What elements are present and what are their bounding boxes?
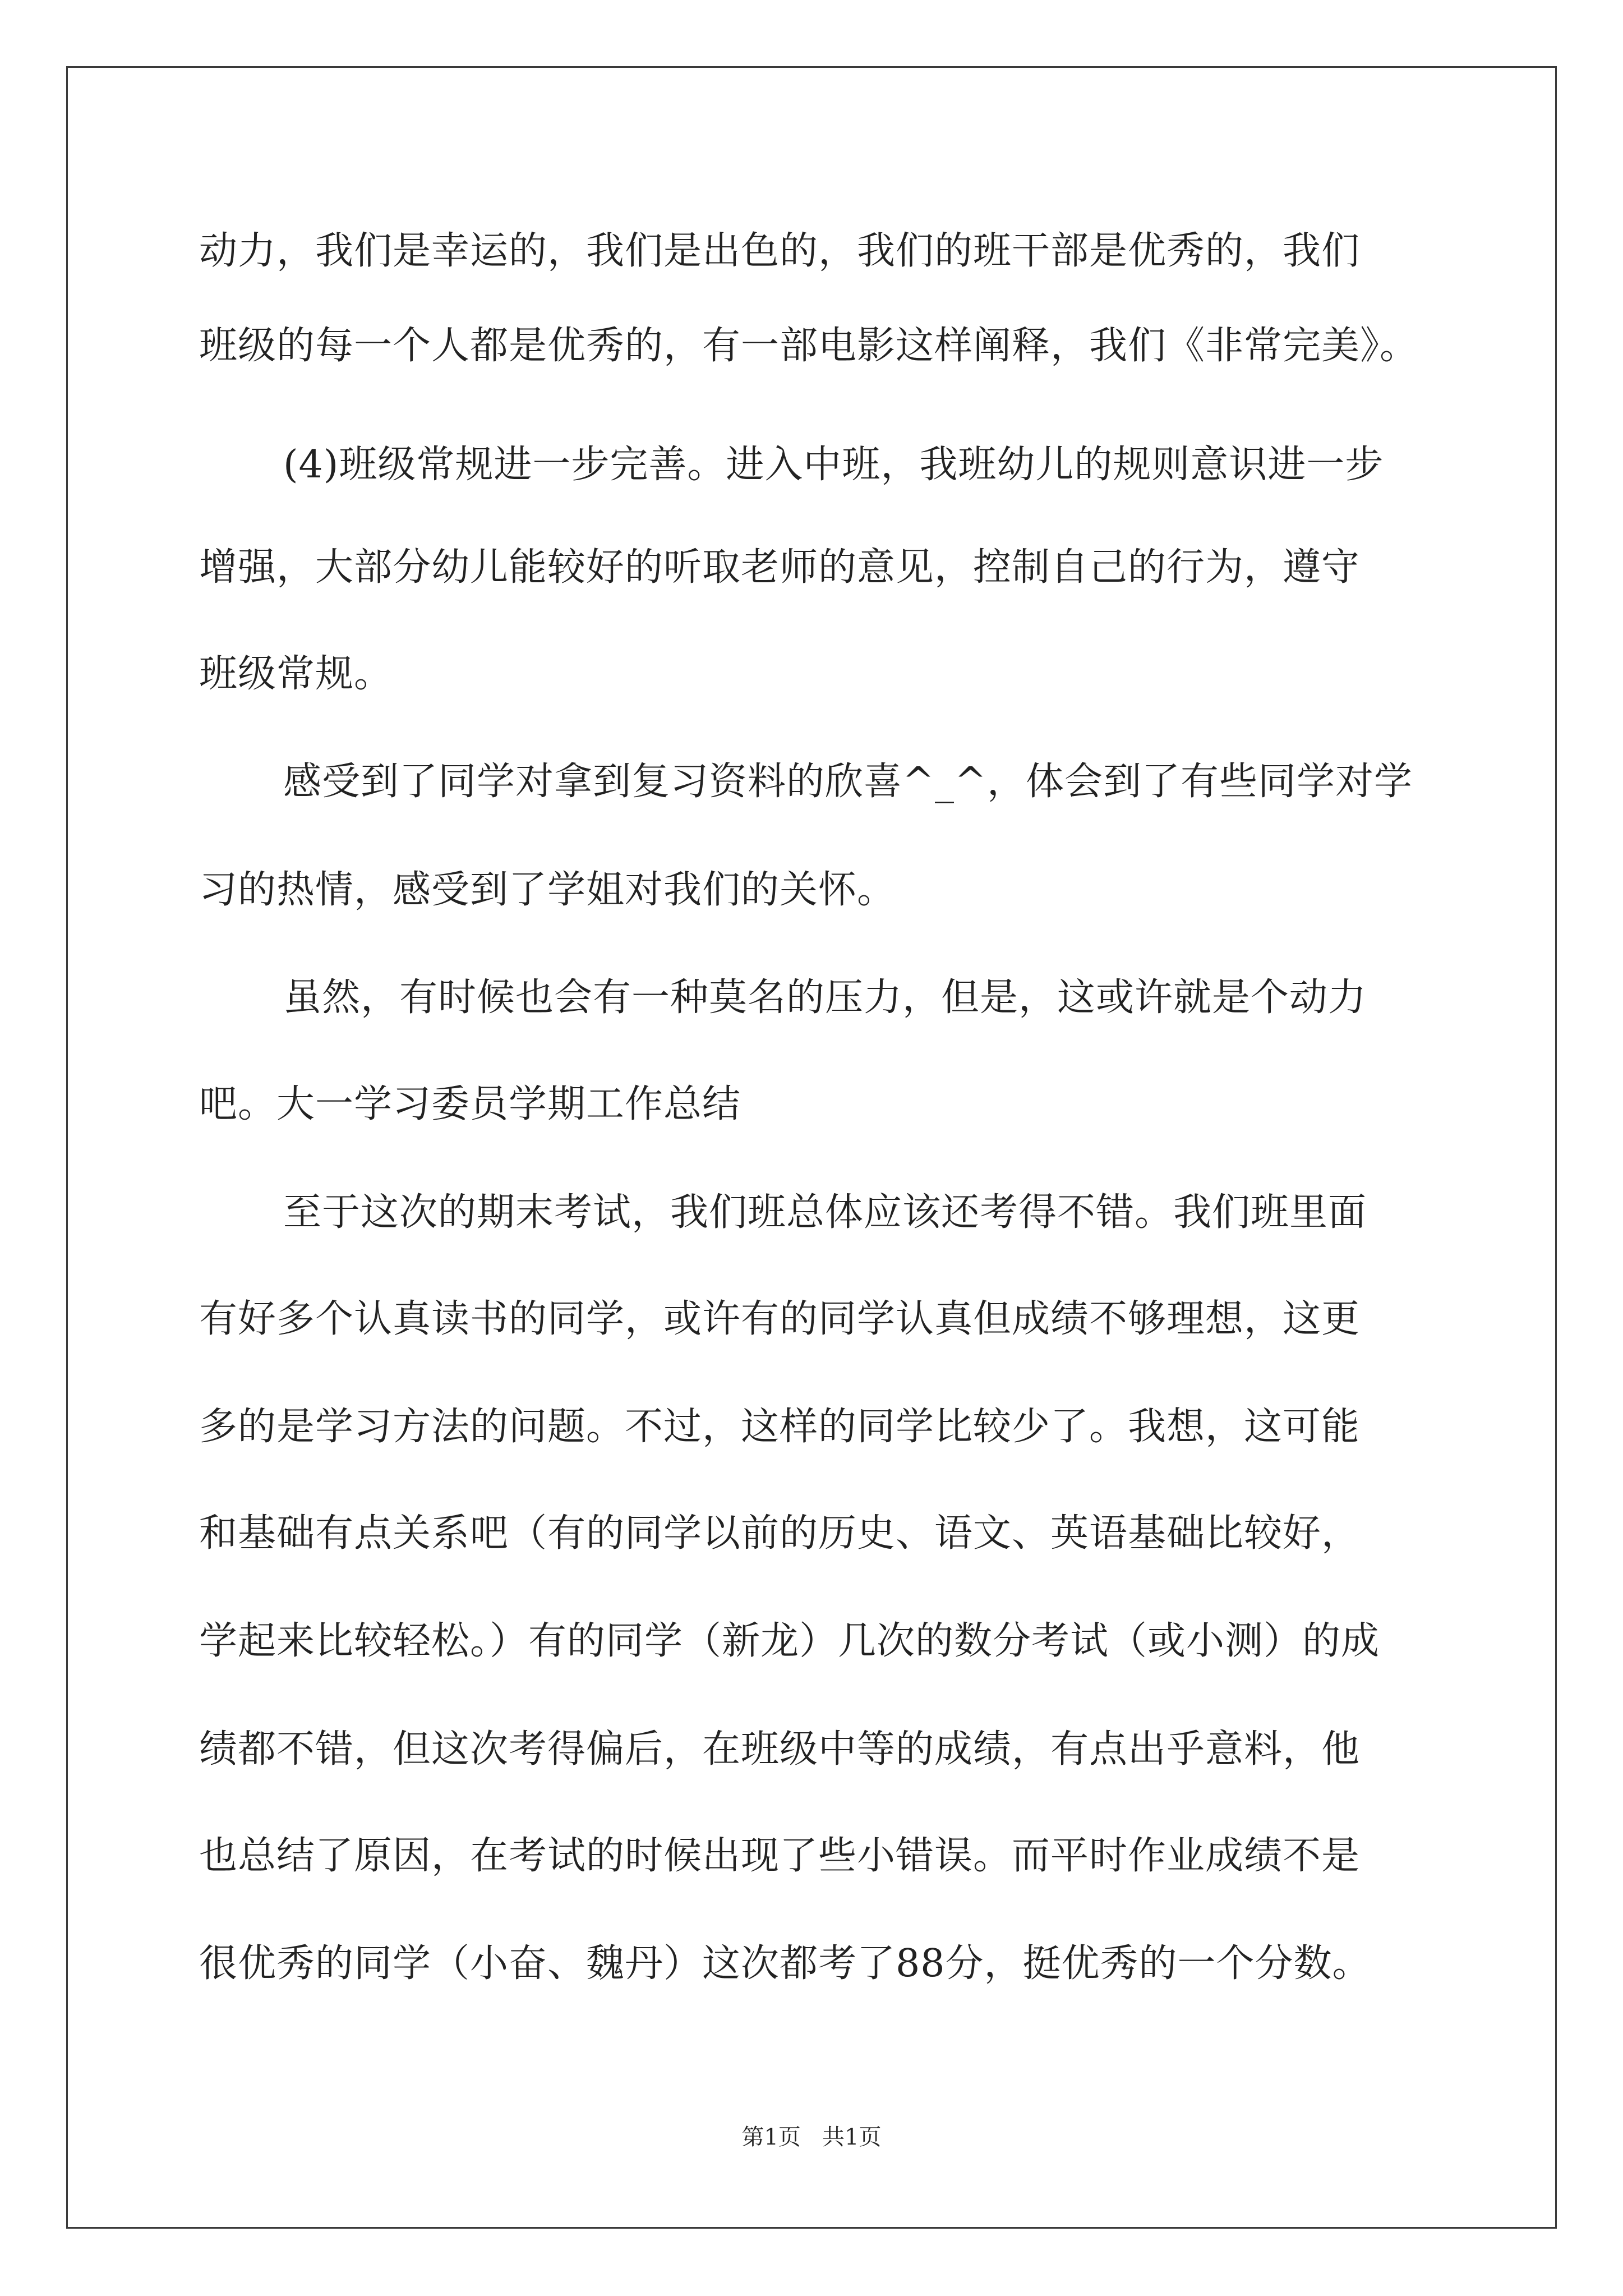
text-line-3: (4)班级常规进一步完善。进入中班，我班幼儿的规则意识进一步 xyxy=(283,443,1384,487)
text-line-11: 有好多个认真读书的同学，或许有的同学认真但成绩不够理想，这更 xyxy=(199,1297,1361,1341)
text-line-14: 学起来比较轻松。）有的同学（新龙）几次的数分考试（或小测）的成 xyxy=(199,1619,1380,1663)
text-line-2: 班级的每一个人都是优秀的，有一部电影这样阐释，我们《非常完美》。 xyxy=(199,324,1419,368)
text-line-8: 虽然，有时候也会有一种莫名的压力，但是，这或许就是个动力 xyxy=(283,976,1367,1020)
text-line-15: 绩都不错，但这次考得偏后，在班级中等的成绩，有点出乎意料，他 xyxy=(199,1727,1361,1772)
text-line-12: 多的是学习方法的问题。不过，这样的同学比较少了。我想，这可能 xyxy=(199,1405,1361,1449)
page-footer: 第1页 共1页 xyxy=(741,2124,882,2150)
text-line-10: 至于这次的期末考试，我们班总体应该还考得不错。我们班里面 xyxy=(283,1190,1367,1235)
text-line-7: 习的热情，感受到了学姐对我们的关怀。 xyxy=(199,868,896,912)
text-line-13: 和基础有点关系吧（有的同学以前的历史、语文、英语基础比较好， xyxy=(199,1511,1361,1556)
text-line-17: 很优秀的同学（小奋、魏丹）这次都考了88分，挺优秀的一个分数。 xyxy=(199,1941,1371,1986)
text-line-4: 增强，大部分幼儿能较好的听取老师的意见，控制自己的行为，遵守 xyxy=(199,545,1361,590)
text-line-1: 动力，我们是幸运的，我们是出色的，我们的班干部是优秀的，我们 xyxy=(199,229,1361,273)
text-line-16: 也总结了原因，在考试的时候出现了些小错误。而平时作业成绩不是 xyxy=(199,1834,1361,1878)
text-line-6: 感受到了同学对拿到复习资料的欣喜^_^，体会到了有些同学对学 xyxy=(283,760,1413,804)
text-line-9: 吧。大一学习委员学期工作总结 xyxy=(199,1082,741,1126)
text-line-5: 班级常规。 xyxy=(199,652,393,696)
page-border xyxy=(66,66,1557,2229)
